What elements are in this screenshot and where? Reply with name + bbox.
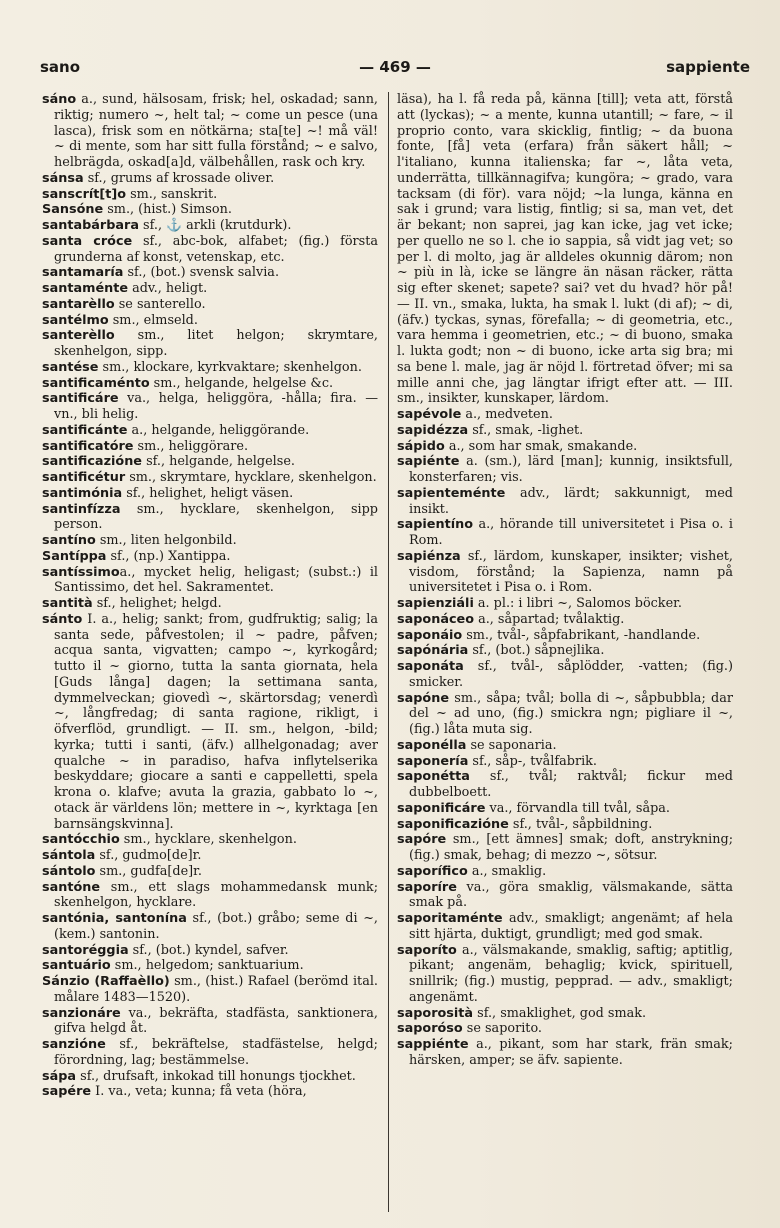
dictionary-entry	[42, 596, 378, 612]
dictionary-entry	[42, 470, 378, 486]
headword: sanscrít[t]o	[42, 186, 126, 202]
dictionary-entry	[42, 864, 378, 880]
definition: sm., helgande, helgelse &c.	[149, 375, 334, 391]
dictionary-entry	[397, 92, 733, 407]
dictionary-entry	[42, 1069, 378, 1085]
definition: a. pl.: i libri ~, Salomos böcker.	[473, 596, 682, 611]
definition: sm., skrymtare, hycklare, skenhelgon.	[125, 470, 377, 485]
dictionary-entry	[42, 848, 378, 864]
definition: adv., heligt.	[128, 281, 208, 296]
headword: saporífico	[397, 863, 468, 879]
dictionary-entry	[397, 754, 733, 770]
headword: sanzionáre	[42, 1005, 121, 1021]
headword: saporíre	[397, 879, 457, 895]
dictionary-entry	[42, 391, 378, 423]
dictionary-entry	[42, 187, 378, 203]
definition: adv., lärdt; sakkunnigt, med insikt.	[409, 485, 733, 517]
definition: se saponaria.	[466, 737, 557, 753]
dictionary-entry	[397, 454, 733, 486]
dictionary-entry	[42, 832, 378, 848]
dictionary-entry	[42, 218, 378, 234]
dictionary-entry	[397, 549, 733, 596]
headword: santificétur	[42, 470, 126, 485]
dictionary-entry	[397, 643, 733, 659]
dictionary-entry	[397, 517, 733, 549]
headword: sántolo	[42, 863, 96, 879]
definition: sf., helgande, helgelse.	[142, 454, 295, 470]
headword: saporitaménte	[397, 911, 503, 926]
headword: sapónária	[397, 643, 469, 659]
dictionary-entry	[42, 360, 378, 376]
headword: santarèllo	[42, 296, 115, 312]
definition: a., mycket helig, heligast; (subst.:) il Santissimo, det hel. Sakramentet.	[54, 564, 378, 596]
definition: a., sund, hälsosam, frisk; hel, oskadad; sann, riktig; numero ~, helt tal; ~ come un pesce (una lasca), frisk som en nötkärna; sta[te] ~! må väl! ~ di mente, som har sitt fulla förstånd; ~ e salvo, helbrägda, oskad[a]d, välbehållen, rask och kry.	[54, 92, 378, 170]
headword: sápa	[42, 1068, 77, 1084]
dictionary-entry	[42, 202, 378, 218]
definition: a., pikant, som har stark, frän smak; härsken, amper; se äfv. sapiente.	[409, 1037, 733, 1068]
headword: santità	[42, 596, 93, 611]
headword: sápido	[397, 438, 445, 454]
dictionary-entry	[397, 880, 733, 912]
definition: a., medveten.	[461, 407, 553, 422]
headword: santóne	[42, 879, 101, 895]
headword: sánsa	[42, 170, 84, 186]
headword: sapienteménte	[397, 485, 506, 501]
headword: santamaría	[42, 265, 124, 281]
page-header	[40, 58, 750, 82]
definition: sm., (hist.) Rafael (berömd ital. målare 1483—1520).	[54, 974, 378, 1005]
dictionary-entry	[42, 533, 378, 549]
definition: a., hörande till universitetet i Pisa o. i Rom.	[409, 517, 733, 548]
definition: va., bekräfta, stadfästa, sanktionera, gifva helgd åt.	[54, 1005, 378, 1037]
definition: sf., (np.) Xantippa.	[106, 548, 231, 564]
dictionary-entry	[397, 691, 733, 738]
headword: saponélla	[397, 737, 467, 753]
definition: a., välsmakande, smaklig, saftig; aptitlig, pikant; angenäm, behaglig; kvick, spirituell, snillrik; (fig.) mustig, pepprad. — adv., smakligt; angenämt.	[409, 942, 733, 1005]
definition: sf., smaklighet, god smak.	[473, 1005, 647, 1021]
dictionary-entry	[42, 958, 378, 974]
headword: sapóne	[397, 690, 449, 706]
dictionary-entry	[42, 943, 378, 959]
header-right-guideword: sappiente	[666, 58, 750, 76]
headword: santificánte	[42, 422, 128, 438]
dictionary-entry	[42, 612, 378, 833]
headword: sapientíno	[397, 517, 473, 533]
definition: sm., sanskrit.	[126, 186, 218, 202]
definition: va., göra smaklig, välsmakande, sätta smak på.	[409, 879, 733, 911]
headword: santa cróce	[42, 233, 133, 249]
definition: sm., heliggörare.	[133, 438, 249, 454]
headword: santíno	[42, 533, 96, 548]
definition: sm., helgedom; sanktuarium.	[110, 958, 304, 974]
dictionary-entry	[42, 454, 378, 470]
definition: sf., helighet, heligt väsen.	[122, 485, 294, 501]
definition: I. va., veta; kunna; få veta (höra,	[91, 1084, 307, 1100]
headword: saponificazióne	[397, 816, 509, 832]
headword: santónia, santonína	[42, 911, 187, 926]
definition: adv., smakligt; angenämt; af hela sitt hjärta, duktigt, grundligt; med god smak.	[409, 911, 733, 942]
definition: sf., (bot.) såpnejlika.	[468, 643, 605, 659]
definition: sf., såp-, tvålfabrik.	[468, 753, 597, 769]
headword: sáno	[42, 92, 77, 107]
definition: läsa), ha l. få reda på, känna [till]; veta att, förstå att (lyckas); ~ a mente, kunna utantill; ~ fare, ~ il proprio conto, vara skicklig, fintlig; ~ da buona fonte, [få] veta (erfara) från säkert håll; ~ l'italiano, kunna italienska; far ~, låta veta, underrätta, tillkännagifva; kungöra; ~ grado, vara tacksam (di för). vara nöjd; ~la lunga, känna en sak i grund; vara listig, fintlig; si sa, man vet, det är bekant; non saprei, jag kan icke, jag vet icke; per quello ne so l. che io sappia, så vidt jag vet; so per l. di molto, jag är alldeles okunnig därom; non ~ più in là, icke se längre än näsan räcker, rätta sig efter skenet; sapete? sai? vet du hvad? hör på! — II. vn., smaka, lukta, ha smak l. lukt (di af); ~ di, (äfv.) tyckas, synas, förefalla; ~ di geometria, etc., vara hemma i geometrien, etc.; ~ di buono, smaka l. lukta godt; non ~ di buono, icke arta sig bra; mi sa bene l. male, jag är nöjd l. förtretad öfver; mi sa mille anni che, jag längtar ifrigt efter att. — III. sm., insikter, kunskaper, lärdom.	[397, 92, 733, 407]
definition: sm., såpa; tvål; bolla di ~, såpbubbla; dar del ~ ad uno, (fig.) smickra ngn; pigliare il ~, (fig.) låta muta sig.	[409, 690, 733, 737]
dictionary-entry	[397, 659, 733, 691]
definition: sm., (hist.) Simson.	[103, 202, 232, 218]
headword: saponificáre	[397, 800, 486, 816]
dictionary-entry	[397, 407, 733, 423]
dictionary-entry	[397, 1037, 733, 1069]
headword: santócchio	[42, 832, 120, 848]
definition: a. (sm.), lärd [man]; kunnig, insiktsfull, konsterfaren; vis.	[409, 454, 733, 485]
definition: I. a., helig; sankt; from, gudfruktig; salig; la santa sede, påfvestolen; il ~ padre, påfven; acqua santa, vigvatten; campo ~, kyrkogård; tutto il ~ giorno, tutta la santa giornata, hela [Guds långa] dagen; la settimana santa, dymmelveckan; giovedì ~, skärtorsdag; venerdì ~, långfredag; di santa ragione, rikligt, i öfverflöd, grundligt. — II. sm., helgon, -bild; kyrka; tutti i santi, (äfv.) allhelgonadag; aver qualche ~ in paradiso, hafva inflytelserika beskyddare; giocare a santi e cappelletti, spela krona o. klafve; avuta la grazia, gabbato lo ~, otack är världens lön; mettere in ~, kyrktaga [en barnsängskvinna].	[54, 611, 378, 832]
headword: santinfízza	[42, 501, 121, 517]
definition: sf., (bot.) kyndel, safver.	[128, 942, 289, 958]
headword: sánto	[42, 611, 83, 627]
dictionary-entry	[42, 313, 378, 329]
dictionary-entry	[42, 502, 378, 534]
headword: santificazióne	[42, 454, 142, 470]
definition: sf., helighet; helgd.	[92, 596, 222, 611]
dictionary-entry	[42, 1084, 378, 1100]
column-divider	[388, 92, 389, 1212]
dictionary-entry	[42, 565, 378, 597]
dictionary-entry	[397, 864, 733, 880]
headword: sanzióne	[42, 1037, 106, 1052]
headword: sapiénte	[397, 454, 460, 470]
dictionary-entry	[42, 171, 378, 187]
dictionary-entry	[397, 911, 733, 943]
definition: sf., bekräftelse, stadfästelse, helgd; förordning, lag; bestämmelse.	[54, 1037, 378, 1068]
dictionary-entry	[397, 596, 733, 612]
definition: a., helgande, heliggörande.	[127, 422, 310, 438]
dictionary-entry	[397, 832, 733, 864]
headword: saponétta	[397, 769, 470, 785]
dictionary-entry	[397, 817, 733, 833]
headword: Sánzio (Raffaèllo)	[42, 974, 170, 989]
dictionary-entry	[397, 801, 733, 817]
headword: santése	[42, 359, 99, 375]
definition: se santerello.	[114, 296, 206, 312]
headword: Santíppa	[42, 548, 107, 564]
dictionary-entry	[397, 769, 733, 801]
definition: sf., tvål; raktvål; fickur med dubbelboett.	[409, 769, 733, 800]
headword: sapóre	[397, 832, 447, 848]
dictionary-entry	[42, 376, 378, 392]
dictionary-entry	[397, 1006, 733, 1022]
definition: sf., grums af krossade oliver.	[83, 170, 275, 186]
dictionary-entry	[397, 486, 733, 518]
header-left-guideword: sano	[40, 58, 81, 76]
definition: sf., (bot.) gråbo; seme di ~, (kem.) santonin.	[54, 911, 378, 942]
definition: sf., smak, -lighet.	[468, 422, 584, 438]
dictionary-entry	[42, 265, 378, 281]
definition: se saporito.	[462, 1021, 542, 1037]
definition: a., smaklig.	[467, 863, 547, 879]
headword: santélmo	[42, 312, 109, 328]
definition: sf., tvål-, såpbildning.	[508, 816, 653, 832]
definition: sf., gudmo[de]r.	[95, 848, 202, 863]
headword: santabárbara	[42, 218, 139, 233]
headword: santificaménto	[42, 375, 150, 391]
headword: sapévole	[397, 407, 462, 422]
headword: santaménte	[42, 281, 129, 296]
dictionary-entry	[42, 92, 378, 171]
headword: sapienziáli	[397, 596, 474, 611]
dictionary-entry	[42, 549, 378, 565]
page-number: — 469 —	[359, 58, 431, 76]
dictionary-entry	[397, 738, 733, 754]
headword: saponería	[397, 753, 469, 769]
definition: va., förvandla till tvål, såpa.	[485, 800, 670, 816]
headword: saponáceo	[397, 611, 475, 627]
dictionary-entry	[42, 880, 378, 912]
headword: santíssimo	[42, 564, 120, 580]
dictionary-entry	[42, 423, 378, 439]
headword: saporóso	[397, 1021, 463, 1037]
definition: sm., ett slags mohammedansk munk; skenhelgon, hycklare.	[54, 879, 378, 911]
definition: sf., drufsaft, inkokad till honungs tjockhet.	[76, 1068, 356, 1084]
dictionary-entry	[397, 612, 733, 628]
dictionary-entry	[42, 234, 378, 266]
dictionary-entry	[397, 943, 733, 1006]
dictionary-entry	[42, 1006, 378, 1038]
headword: sappiénte	[397, 1037, 469, 1052]
headword: sapidézza	[397, 422, 469, 438]
definition: sm., elmseld.	[108, 312, 198, 328]
definition: sm., tvål-, såpfabrikant, -handlande.	[462, 627, 701, 643]
dictionary-entry	[397, 423, 733, 439]
headword: santificatóre	[42, 438, 134, 454]
definition: sm., hycklare, skenhelgon.	[119, 832, 297, 848]
definition: a., som har smak, smakande.	[444, 438, 638, 454]
definition: sm., litet helgon; skrymtare, skenhelgon, sipp.	[54, 328, 378, 359]
headword: santoréggia	[42, 942, 129, 958]
dictionary-entry	[397, 628, 733, 644]
definition: sf., lärdom, kunskaper, insikter; vishet, visdom, förstånd; la Sapienza, namn på universitetet i Pisa o. i Rom.	[409, 548, 733, 596]
headword: santificáre	[42, 391, 119, 407]
dictionary-entry	[42, 439, 378, 455]
definition: sm., liten helgonbild.	[95, 533, 237, 548]
dictionary-entry	[42, 911, 378, 943]
definition: a., såpartad; tvålaktig.	[474, 611, 625, 627]
dictionary-entry	[42, 281, 378, 297]
definition: sf., (bot.) svensk salvia.	[123, 265, 280, 281]
headword: saponáta	[397, 659, 464, 674]
definition: sf., tvål-, såplödder, -vatten; (fig.) smicker.	[409, 659, 733, 690]
dictionary-entry	[42, 328, 378, 360]
headword: sántola	[42, 848, 96, 863]
left-column	[42, 92, 378, 1100]
definition: sf., ⚓ arkli (krutdurk).	[138, 218, 292, 233]
definition: sm., hycklare, skenhelgon, sipp person.	[54, 501, 378, 533]
dictionary-entry	[42, 974, 378, 1006]
definition: sm., gudfa[de]r.	[95, 863, 202, 879]
definition: sf., abc-bok, alfabet; (fig.) första grunderna af konst, vetenskap, etc.	[54, 233, 378, 265]
dictionary-entry	[42, 297, 378, 313]
dictionary-entry	[42, 486, 378, 502]
headword: sapiénza	[397, 548, 461, 564]
headword: saporosità	[397, 1005, 474, 1021]
headword: saponáio	[397, 627, 463, 643]
definition: sm., klockare, kyrkvaktare; skenhelgon.	[98, 359, 362, 375]
headword: sapére	[42, 1084, 92, 1100]
dictionary-entry	[397, 1021, 733, 1037]
headword: Sansóne	[42, 202, 104, 218]
dictionary-entry	[397, 439, 733, 455]
headword: saporíto	[397, 942, 457, 958]
right-column	[397, 92, 733, 1069]
headword: santerèllo	[42, 328, 115, 344]
headword: santimónia	[42, 485, 123, 501]
dictionary-entry	[42, 1037, 378, 1069]
definition: sm., [ett ämnes] smak; doft, anstrykning; (fig.) smak, behag; di mezzo ~, sötsur.	[409, 832, 733, 863]
headword: santuário	[42, 958, 111, 974]
definition: va., helga, heliggöra, -hålla; fira. — vn., bli helig.	[54, 391, 378, 422]
